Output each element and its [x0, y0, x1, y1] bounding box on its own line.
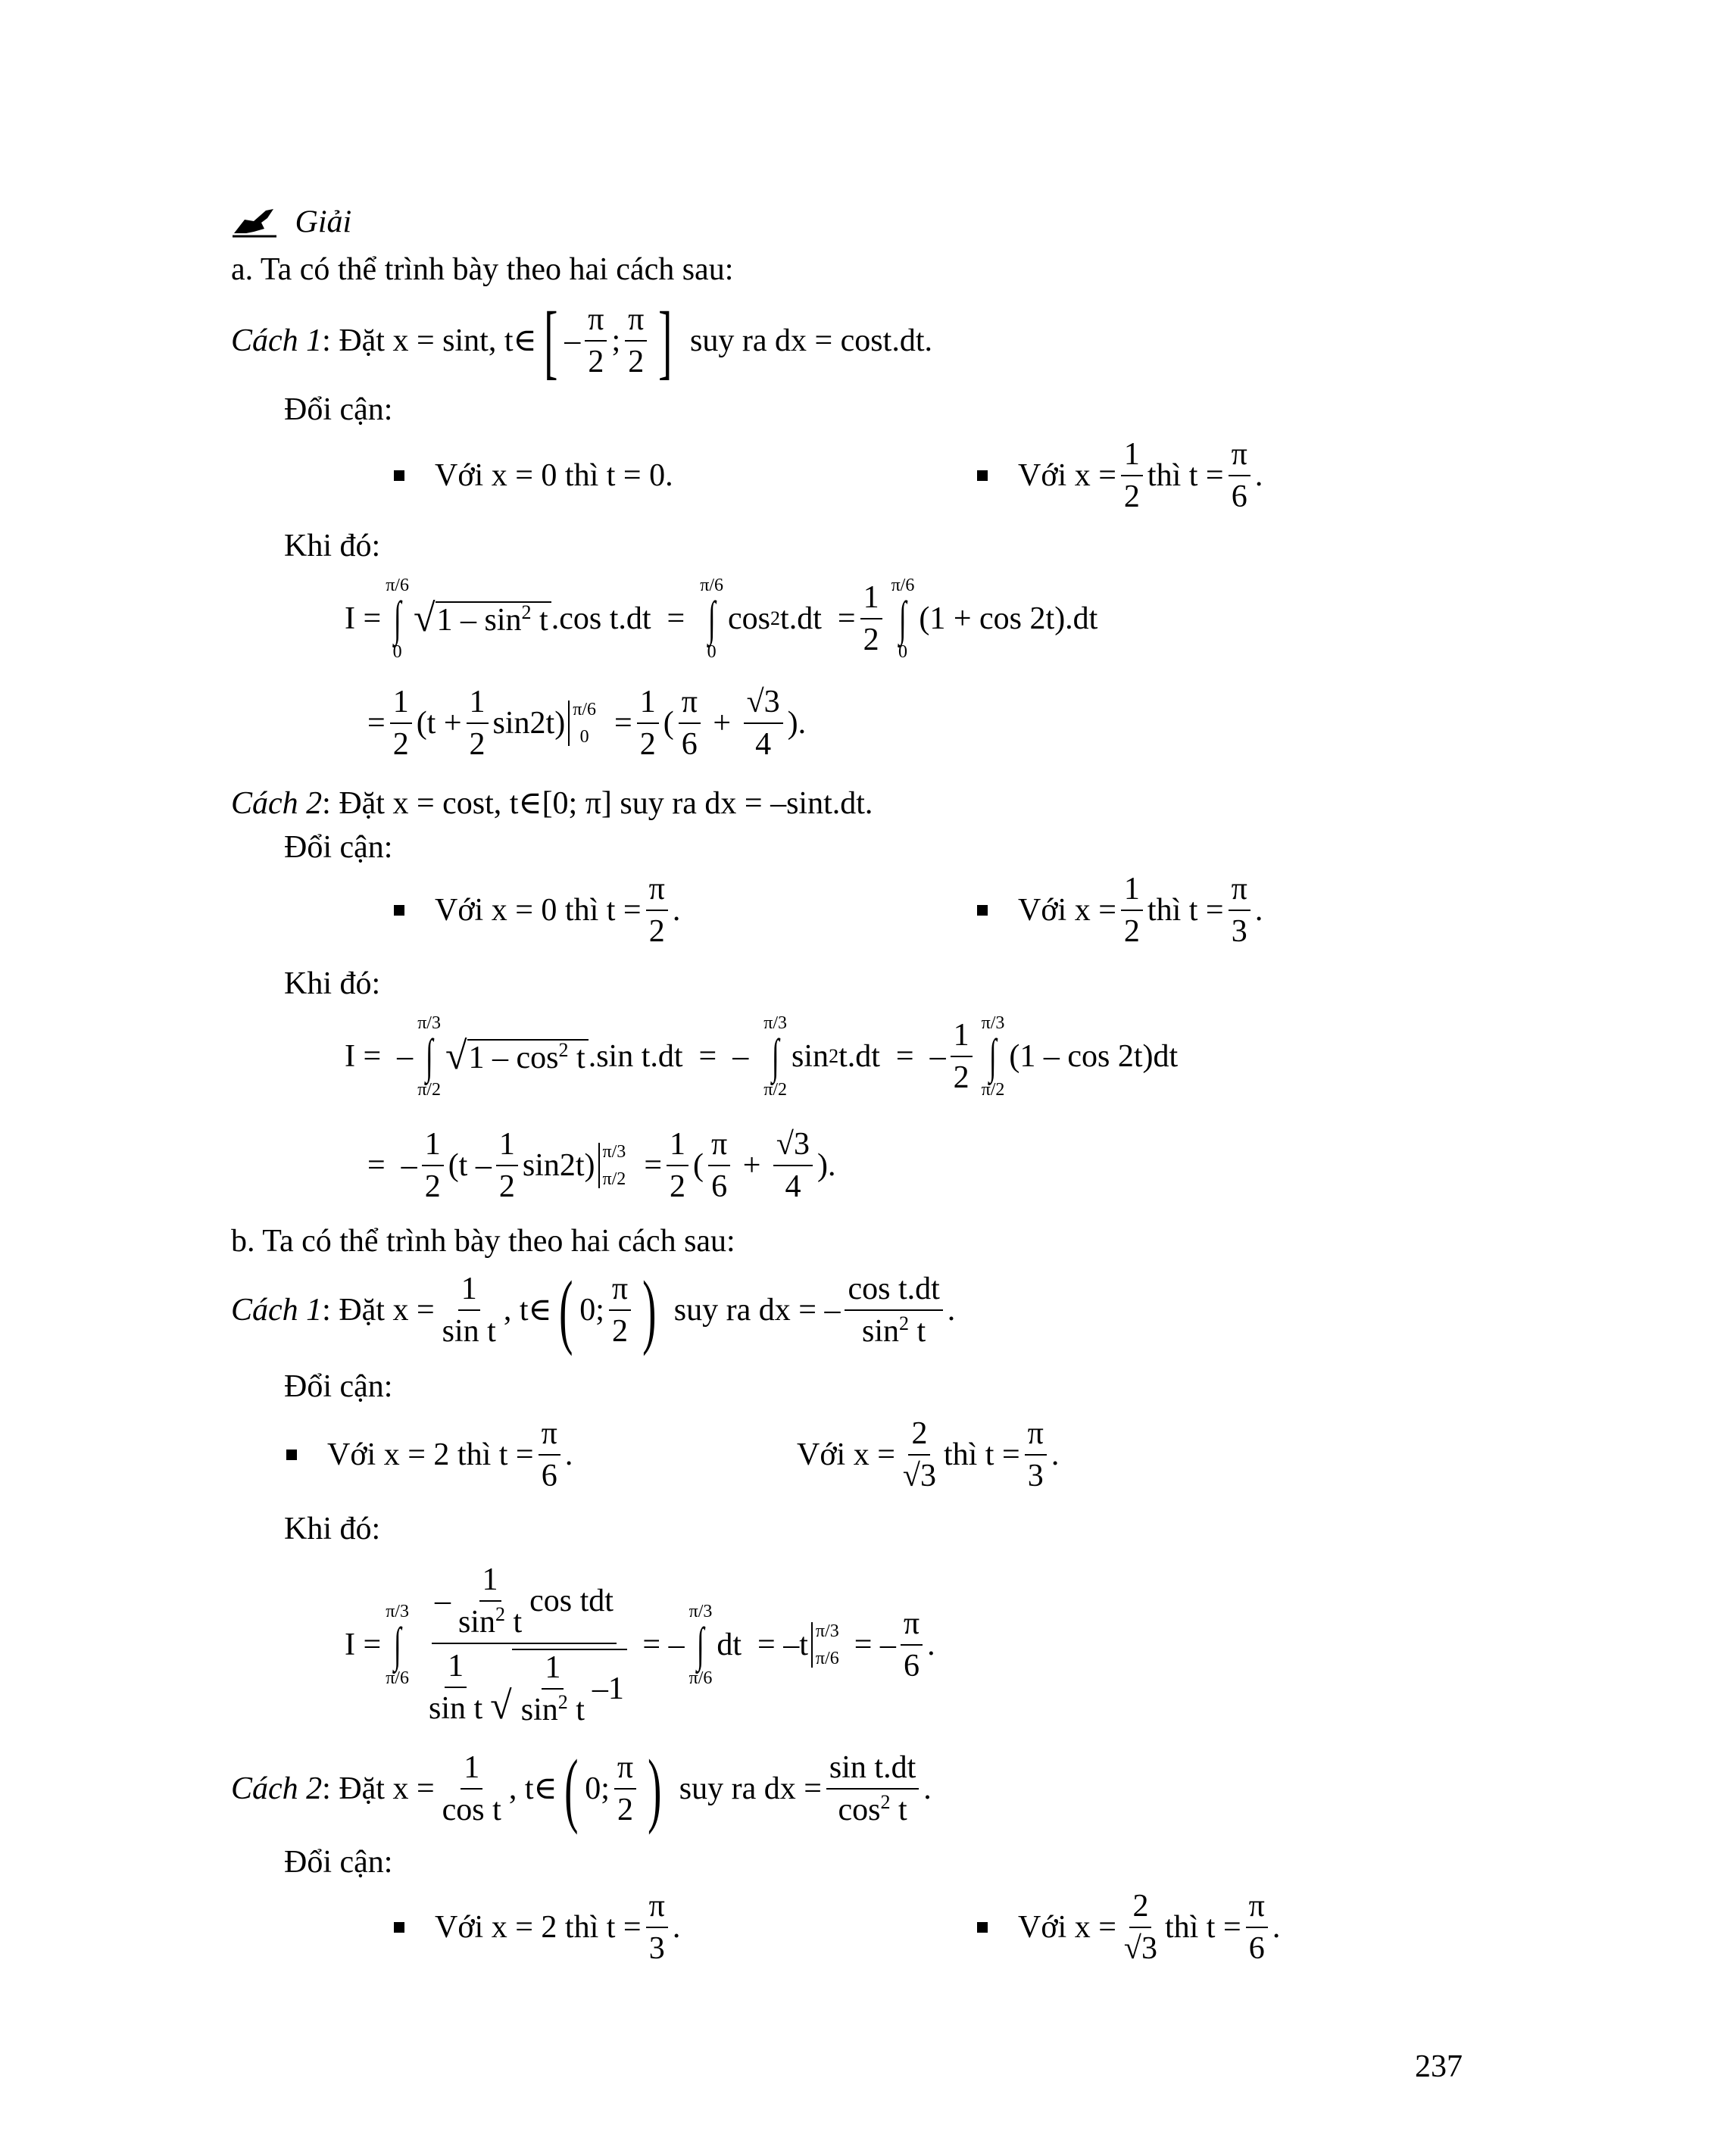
part-b-cach2: Cách 2 : Đặt x = $\frac{1}{\text{cos t}}$ , t∈ ( 0; $\frac{\pi}{2}$ ) suy ra dx = $\frac{\text{sin t.dt}}{\cos^2 t}$ . — [231, 1743, 932, 1835]
part-a-intro: a. Ta có thể trình bày theo hai cách sau: — [231, 252, 734, 287]
doi-can-4: Đổi cận: — [284, 1845, 393, 1880]
doi-can-1: Đổi cận: — [284, 392, 393, 427]
solution-label: Giải — [295, 204, 352, 240]
writing-hand-icon — [231, 206, 278, 244]
doi-can-3: Đổi cận: — [284, 1369, 393, 1404]
formula-b1: I = π/3 ∫ π/6 – $\frac{1}{\sin^2 t}$ cos tdt $\frac{1}{\text{sin t}}$ √ $\frac{1}{\sin^2 t}$ –1 = – π/3 ∫ π/6 dt = –t π/3 π/6 = – $\frac{\pi}{6}$ . — [345, 1562, 935, 1727]
formula-a2-line1: I = – π/3 ∫ π/2 √ $1 - \cos^2 t$ .sin t.dt = – π/3 ∫ π/2 sin 2 t.dt = – $\frac{1}{2}$ π/3 ∫ π/2 (1 – cos 2t)dt — [345, 1013, 1179, 1100]
bullet-2: Với x = $\frac{1}{2}$ thì t = $\frac{\pi}{6}$ . — [977, 438, 1263, 513]
khi-do-1: Khi đó: — [284, 529, 381, 563]
bullet-4: Với x = $\frac{1}{2}$ thì t = $\frac{\pi}{3}$ . — [977, 872, 1263, 948]
bullet-1: Với x = 0 thì t = 0. — [394, 438, 673, 513]
part-a-cach2: Cách 2: Đặt x = cost, t∈[0; π] suy ra dx = –sint.dt. — [231, 786, 873, 821]
bullet-3: Với x = 0 thì t = $\frac{\pi}{2}$ . — [394, 872, 680, 948]
bullet-5: Với x = 2 thì t = $\frac{\pi}{6}$ . — [286, 1413, 573, 1496]
khi-do-3: Khi đó: — [284, 1512, 381, 1546]
cach1-result: suy ra dx = cost.dt. — [690, 323, 932, 358]
part-b-intro: b. Ta có thể trình bày theo hai cách sau: — [231, 1224, 735, 1259]
part-a-cach1: Cách 1 : Đặt x = sint, t∈ [ – $\frac{\pi}{2}$ ; $\frac{\pi}{2}$ ] suy ra dx = cost.dt. — [231, 295, 932, 387]
formula-a1-line1: I = π/6 ∫ 0 √ $1 - \sin^2 t$ .cos t.dt = π/6 ∫ 0 cos 2 t.dt = $\frac{1}{2}$ π/6 ∫ 0 (1 + cos 2t).dt — [345, 576, 1098, 662]
formula-a1-line2: = $\frac{1}{2}$ (t + $\frac{1}{2}$ sin2t) π/6 0 = $\frac{1}{2}$ ( $\frac{\pi}{6}$ + $\frac{√3}{4}$ ). — [367, 685, 807, 762]
bullet-7: Với x = 2 thì t = $\frac{\pi}{3}$ . — [394, 1886, 680, 1969]
part-b-cach1: Cách 1 : Đặt x = $\frac{1}{\text{sin t}}$ , t∈ ( 0; $\frac{\pi}{2}$ ) suy ra dx = – $\frac{\text{cos t.dt}}{\sin^2 t}$ . — [231, 1264, 956, 1356]
formula-a2-line2: = – $\frac{1}{2}$ (t – $\frac{1}{2}$ sin2t) π/3 π/2 = $\frac{1}{2}$ ( $\frac{\pi}{6}$ + $\frac{√3}{4}$ ). — [367, 1127, 836, 1204]
page-number: 237 — [1415, 2049, 1463, 2084]
cach1-label: Cách 1 — [231, 323, 323, 358]
khi-do-2: Khi đó: — [284, 966, 381, 1001]
bullet-8: Với x = $\frac{2}{√3}$ thì t = $\frac{\pi}{6}$ . — [977, 1886, 1280, 1969]
doi-can-2: Đổi cận: — [284, 830, 393, 865]
solution-heading — [231, 206, 351, 244]
line-5b: Với x = $\frac{2}{√3}$ thì t = $\frac{\pi}{3}$ . — [797, 1416, 1060, 1493]
cach1-text: : Đặt x = sint, t∈ — [322, 323, 537, 358]
